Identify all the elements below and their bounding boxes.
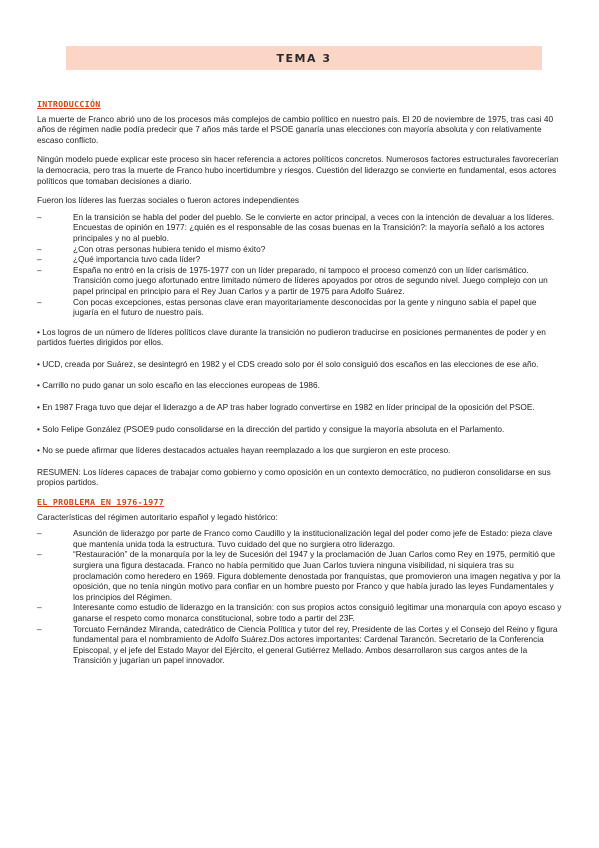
paragraph: Fueron los líderes las fuerzas sociales o fueron actores independientes: [37, 195, 299, 206]
dash-list: [37, 212, 562, 318]
list-item: – España no entró en la crisis de 1975-1977 con un líder preparado, ni tampoco el proceso comenzó con un líder carismático. Transición como juego afortunado entre limitado número de líderes apoyados por otros de segundo nivel. Juego complejo con un papel principal en principio para el Rey Juan Carlos y a partir de 1975 para Adolfo Suárez.: [37, 265, 562, 297]
title-banner: [66, 46, 542, 70]
dash-list: [37, 528, 562, 666]
list-item: – Con pocas excepciones, estas personas clave eran mayoritariamente desconocidas por la gente y ninguno sabía el papel que jugaría en el futuro de nuestro país.: [37, 297, 562, 318]
section-heading-introduccion: INTRODUCCIÓN: [37, 99, 101, 109]
list-item: – En la transición se habla del poder del pueblo. Se le convierte en actor principal, a veces con la intención de devaluar a los líderes. Encuestas de opinión en 1977: ¿quién es el responsable de las cosas buenas en la Transición?: la mayoría señaló a los actores principales y no al pueblo.: [37, 212, 562, 244]
bullet-item: • No se puede afirmar que líderes destacados actuales hayan reemplazado a los que surgieron en este proceso.: [37, 445, 562, 456]
paragraph: La muerte de Franco abrió uno de los procesos más complejos de cambio político en nuestro país. El 20 de noviembre de 1975, tras casi 40 años de régimen nadie podía predecir que 7 años más tarde el PSOE ganaría unas elecciones con mayoría absoluta y con relativamente escaso conflicto.: [37, 113, 554, 145]
list-item: – Interesante como estudio de liderazgo en la transición: con sus propios actos consiguió legitimar una monarquía con apoyo escaso y ganarse el respeto como monarca constitucional, sobre todo a partir del 23F.: [37, 602, 562, 623]
list-item: – ¿Qué importancia tuvo cada líder?: [37, 254, 562, 265]
list-item: – “Restauración” de la monarquía por la ley de Sucesión del 1947 y la proclamación de Juan Carlos como Rey en 1975, permitió que surgiera una figura destacada. Franco no había permitido que Juan Carlos tuviera ninguna visibilidad, ni siquiera tras su proclamación como heredero en 1969. Figura doblemente denostada por franquistas, que promovieron una imagen negativa y por la oposición, que no tenía ningún motivo para confiar en un hombre puesto por Franco y que había jurado las leyes Fundamentales y los principios del Régimen.: [37, 549, 562, 602]
document-body: [37, 99, 562, 675]
bullet-item: • Solo Felipe González (PSOE9 pudo consolidarse en la dirección del partido y consigue la mayoría absoluta en el Parlamento.: [37, 424, 562, 435]
page-title: TEMA 3: [276, 51, 332, 65]
bullet-item: • UCD, creada por Suárez, se desintegró en 1982 y el CDS creado solo por él solo consiguió dos escaños en las elecciones de ese año.: [37, 359, 562, 370]
bullet-item: • En 1987 Fraga tuvo que dejar el liderazgo a de AP tras haber logrado convertirse en 1982 en líder principal de la oposición del PSOE.: [37, 402, 562, 413]
resumen-paragraph: RESUMEN: Los líderes capaces de trabajar como gobierno y como oposición en un contexto democrático, no pudieron consolidarse en sus propios partidos.: [37, 466, 551, 488]
list-item: – Torcuato Fernández Miranda, catedrático de Ciencia Política y tutor del rey, Presidente de las Cortes y el Consejo del Reino y figura fundamental para el nombramiento de Adolfo Suárez.Dos actores importantes: Cardenal Tarancón. Secretario de la Conferencia Episcopal, y el jefe del Estado Mayor del Ejército, el general Gutiérrez Mellado. Ambos desarrollaron sus cargos antes de la Transición y jugarían un papel innovador.: [37, 624, 562, 666]
list-item: – ¿Con otras personas hubiera tenido el mismo éxito?: [37, 244, 562, 255]
bullet-item: • Carrillo no pudo ganar un solo escaño en las elecciones europeas de 1986.: [37, 380, 562, 391]
section-heading-problema: EL PROBLEMA EN 1976-1977: [37, 497, 165, 508]
list-item: – Asunción de liderazgo por parte de Franco como Caudillo y la institucionalización legal del poder como jefe de Estado: pieza clave que mantenía unida toda la estructura. Tuvo cuidado del que no surgiera otro liderazgo.: [37, 528, 562, 549]
paragraph: Ningún modelo puede explicar este proceso sin hacer referencia a actores políticos concretos. Numerosos factores estructurales favorecerían la democracia, pero tras la muerte de Franco hubo incertidumbre y riesgos. Cuestión del liderazgo se convierte en fundamental, esos actores políticos que tomaban decisiones a diario.: [37, 154, 559, 186]
paragraph: Características del régimen autoritario español y legado histórico:: [37, 511, 278, 522]
bullet-item: • Los logros de un número de líderes políticos clave durante la transición no pudieron traducirse en posiciones permanentes de poder y en partidos fuertes dirigidos por ellos.: [37, 327, 562, 348]
